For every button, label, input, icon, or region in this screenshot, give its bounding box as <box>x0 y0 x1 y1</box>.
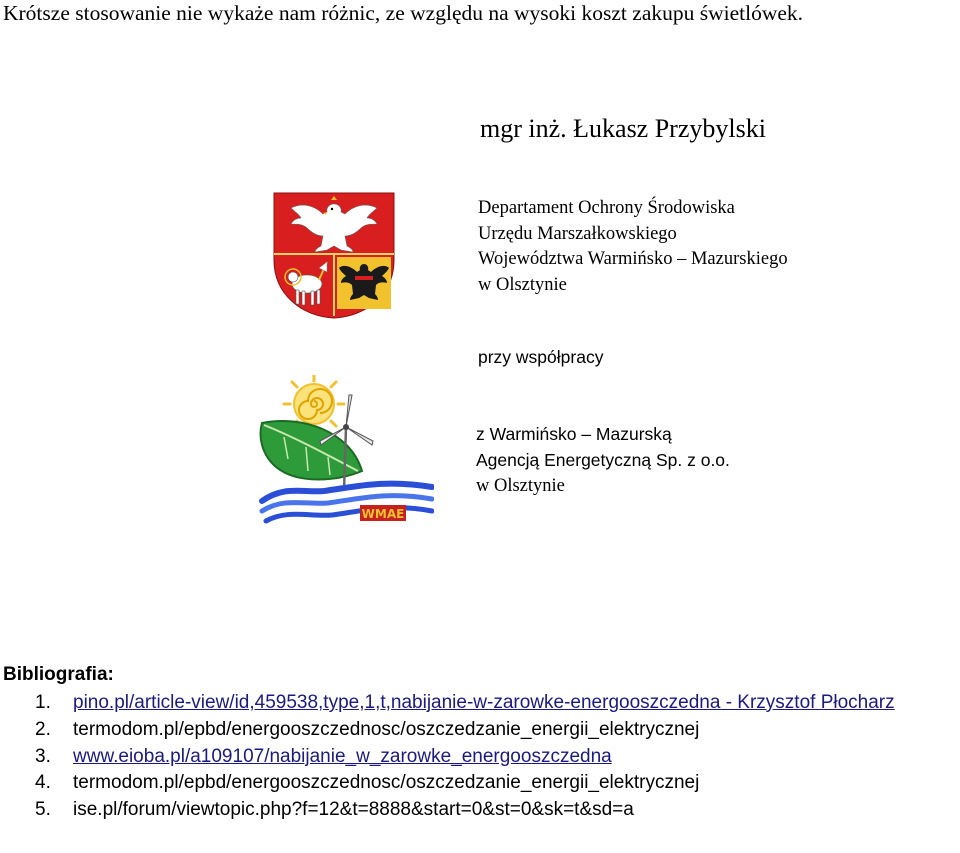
bibliography-item <box>35 744 955 771</box>
bibliography-link[interactable]: pino.pl/article-view/id,459538,type,1,t,nabijanie-w-zarowke-energooszczedna - Krzysztof Płocharz <box>73 692 895 713</box>
agency-logo-text: WMAE <box>361 507 405 521</box>
intro-paragraph: Krótsze stosowanie nie wykaże nam różnic, ze względu na wysoki koszt zakupu świetlówek. <box>3 1 804 25</box>
department-line: Departament Ochrony Środowiska <box>478 198 735 218</box>
bibliography-item <box>35 797 955 824</box>
agency-line: Agencją Energetyczną Sp. z o.o. <box>476 450 730 470</box>
bibliography-item <box>35 770 955 797</box>
item-number: 5. <box>35 799 51 821</box>
department-line: Urzędu Marszałkowskiego <box>478 223 677 244</box>
item-number: 2. <box>35 718 51 740</box>
bibliography-heading: Bibliografia: <box>3 664 114 685</box>
bibliography-link[interactable]: www.eioba.pl/a109107/nabijanie_w_zarowke_energooszczedna <box>73 745 612 767</box>
bibliography-source: ise.pl/forum/viewtopic.php?f=12&t=8888&start=0&st=0&sk=t&sd=a <box>73 799 634 821</box>
bibliography-source: termodom.pl/epbd/energooszczednosc/oszczedzanie_energii_elektrycznej <box>73 718 700 740</box>
bibliography-item <box>35 717 955 744</box>
department-block <box>478 196 788 298</box>
agency-logo <box>254 375 434 531</box>
department-line: Województwa Warmińsko – Mazurskiego <box>478 249 788 269</box>
bibliography-source: termodom.pl/epbd/energooszczednosc/oszczedzanie_energii_elektrycznej <box>73 772 700 794</box>
coat-of-arms-emblem <box>271 190 397 320</box>
item-number: 1. <box>35 692 51 713</box>
bibliography-item <box>35 690 955 717</box>
agency-block <box>476 421 730 499</box>
agency-line: w Olsztynie <box>476 476 565 496</box>
agency-line: z Warmińsko – Mazurską <box>476 424 672 444</box>
bibliography-list <box>35 690 955 824</box>
item-number: 3. <box>35 745 51 767</box>
author-name: mgr inż. Łukasz Przybylski <box>480 114 766 143</box>
item-number: 4. <box>35 772 51 794</box>
cooperation-label: przy współpracy <box>478 347 604 367</box>
department-line: w Olsztynie <box>478 274 567 295</box>
